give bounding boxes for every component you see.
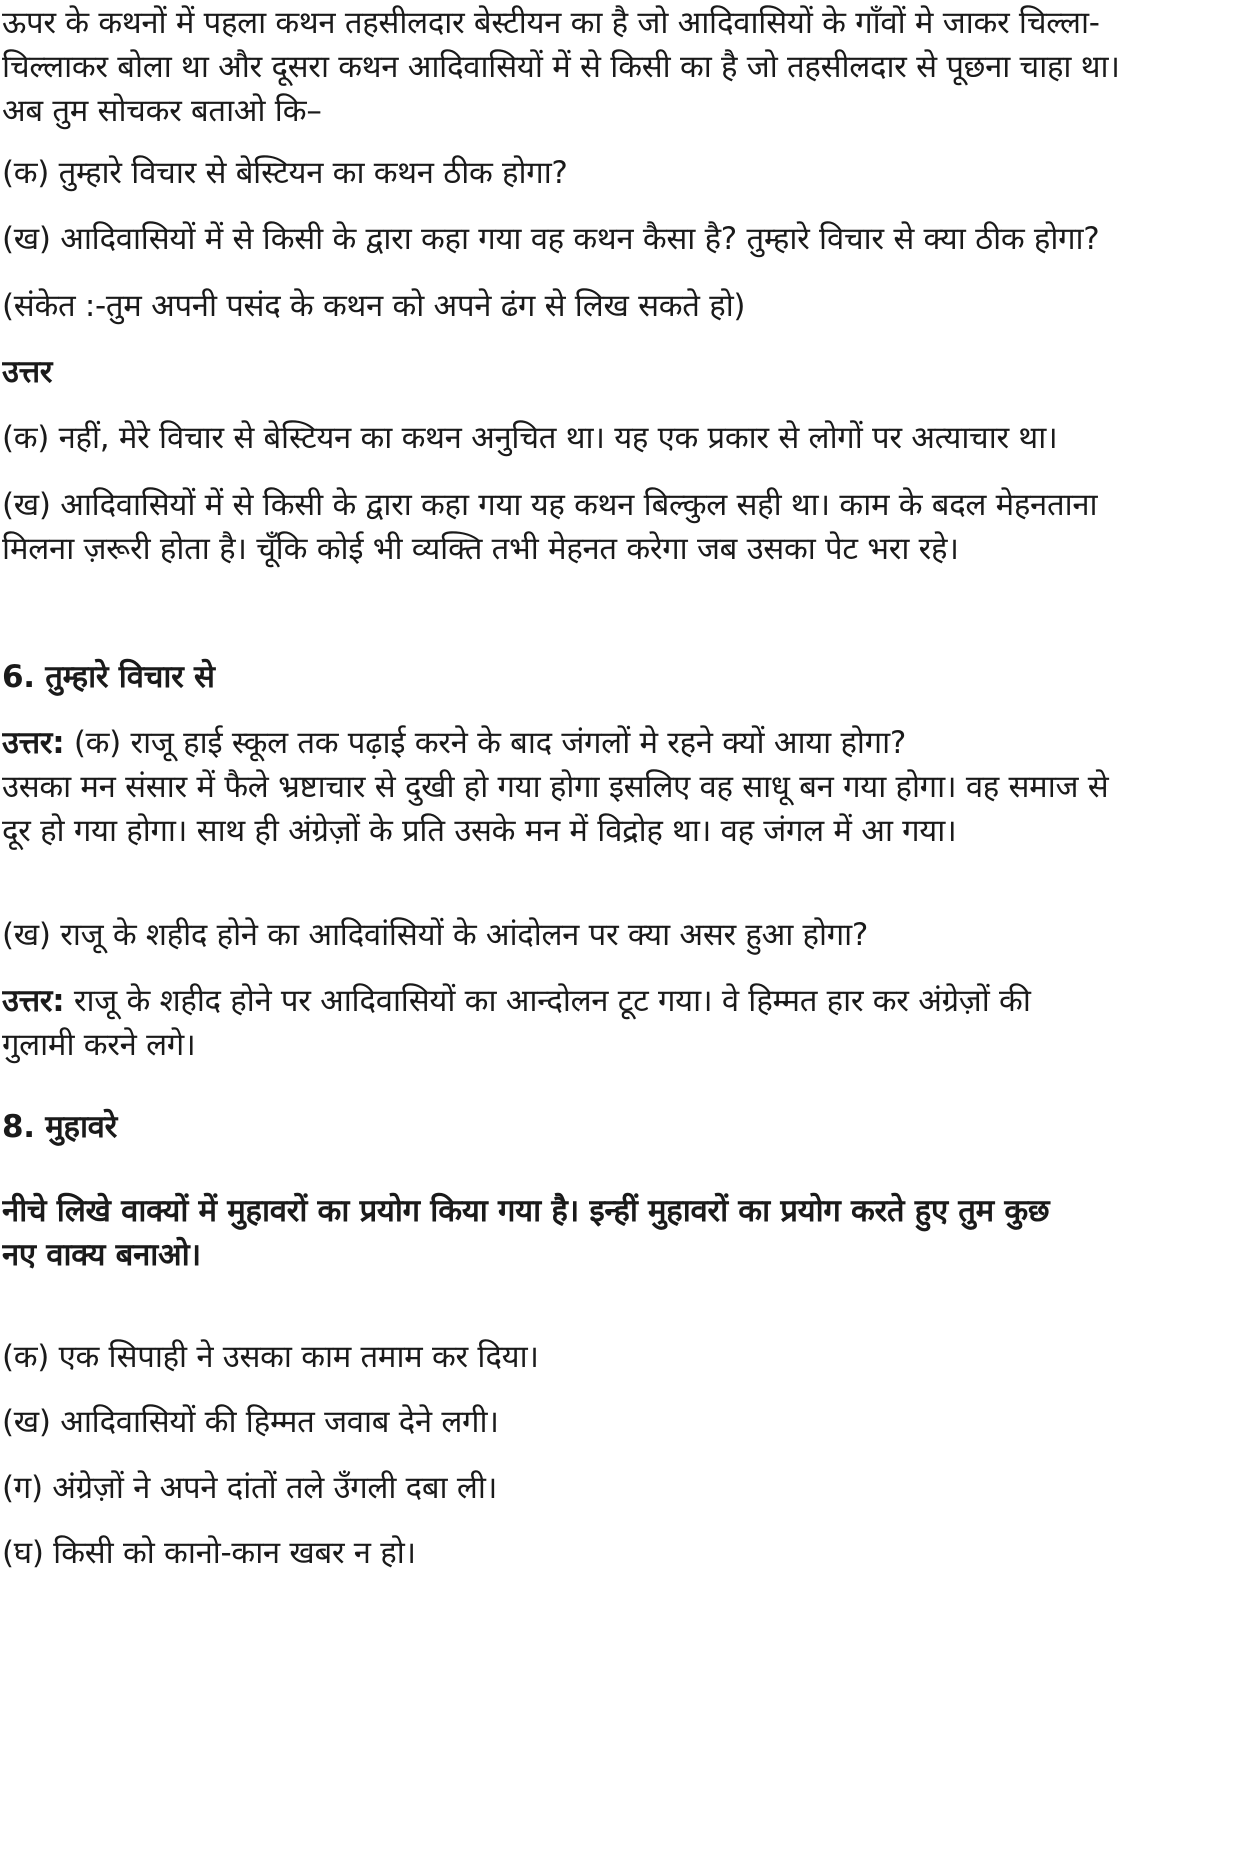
- section-6-heading: 6. तुम्हारे विचार से: [2, 659, 215, 695]
- answer-label: उत्तर:: [2, 983, 65, 1019]
- idiom-gha: (घ) किसी को कानो-कान खबर न हो।: [2, 1535, 416, 1571]
- answer-kha-line-1: (ख) आदिवासियों में से किसी के द्वारा कहा गया यह कथन बिल्कुल सही था। काम के बदल मेहनताना: [2, 487, 1098, 523]
- idiom-kha: (ख) आदिवासियों की हिम्मत जवाब देने लगी।: [2, 1404, 499, 1440]
- section-6-question-ka: [2, 722, 1234, 764]
- intro-line-2: चिल्लाकर बोला था और दूसरा कथन आदिवासियों में से किसी का है जो तहसीलदार से पूछना चाहा था।: [2, 49, 1120, 85]
- idiom-ka: (क) एक सिपाही ने उसका काम तमाम कर दिया।: [2, 1339, 539, 1375]
- answer-label: उत्तर:: [2, 725, 65, 761]
- answer-kha-text: राजू के शहीद होने पर आदिवासियों का आन्दोलन टूट गया। वे हिम्मत हार कर अंग्रेज़ों की: [64, 983, 1031, 1019]
- answer-kha-line-2: मिलना ज़रूरी होता है। चूँकि कोई भी व्यक्ति तभी मेहनत करेगा जब उसका पेट भरा रहे।: [2, 531, 959, 567]
- hint-text: (संकेत :-तुम अपनी पसंद के कथन को अपने ढंग से लिख सकते हो): [2, 288, 746, 324]
- section-6-answer-kha-line-2: गुलामी करने लगे।: [2, 1027, 196, 1063]
- section-8-instruction-line-2: नए वाक्य बनाओ।: [2, 1237, 201, 1273]
- section-6-answer-ka-line-2: दूर हो गया होगा। साथ ही अंग्रेज़ों के प्रति उसके मन में विद्रोह था। वह जंगल में आ गया।: [2, 813, 957, 849]
- answer-heading: उत्तर: [2, 354, 53, 390]
- idiom-ga: (ग) अंग्रेज़ों ने अपने दांतों तले उँगली दबा ली।: [2, 1470, 498, 1506]
- section-6-answer-kha-line-1: [2, 980, 1234, 1022]
- question-kha: (ख) आदिवासियों में से किसी के द्वारा कहा गया वह कथन कैसा है? तुम्हारे विचार से क्या ठीक होगा?: [2, 221, 1100, 257]
- section-8-instruction-line-1: नीचे लिखे वाक्यों में मुहावरों का प्रयोग किया गया है। इन्हीं मुहावरों का प्रयोग करते हुए तुम कुछ: [2, 1193, 1050, 1229]
- section-6-answer-ka-line-1: उसका मन संसार में फैले भ्रष्टाचार से दुखी हो गया होगा इसलिए वह साधू बन गया होगा। वह समाज से: [2, 769, 1109, 805]
- section-6-question-kha: (ख) राजू के शहीद होने का आदिवांसियों के आंदोलन पर क्या असर हुआ होगा?: [2, 917, 869, 953]
- intro-line-3: अब तुम सोचकर बताओ कि–: [2, 93, 322, 129]
- section-8-heading: 8. मुहावरे: [2, 1109, 117, 1145]
- question-ka: (क) तुम्हारे विचार से बेस्टियन का कथन ठीक होगा?: [2, 155, 568, 191]
- question-ka-text: (क) राजू हाई स्कूल तक पढ़ाई करने के बाद जंगलों मे रहने क्यों आया होगा?: [64, 725, 906, 761]
- intro-line-1: ऊपर के कथनों में पहला कथन तहसीलदार बेस्टीयन का है जो आदिवासियों के गाँवों मे जाकर चिल्ला-: [2, 5, 1100, 41]
- answer-ka: (क) नहीं, मेरे विचार से बेस्टियन का कथन अनुचित था। यह एक प्रकार से लोगों पर अत्याचार था।: [2, 420, 1058, 456]
